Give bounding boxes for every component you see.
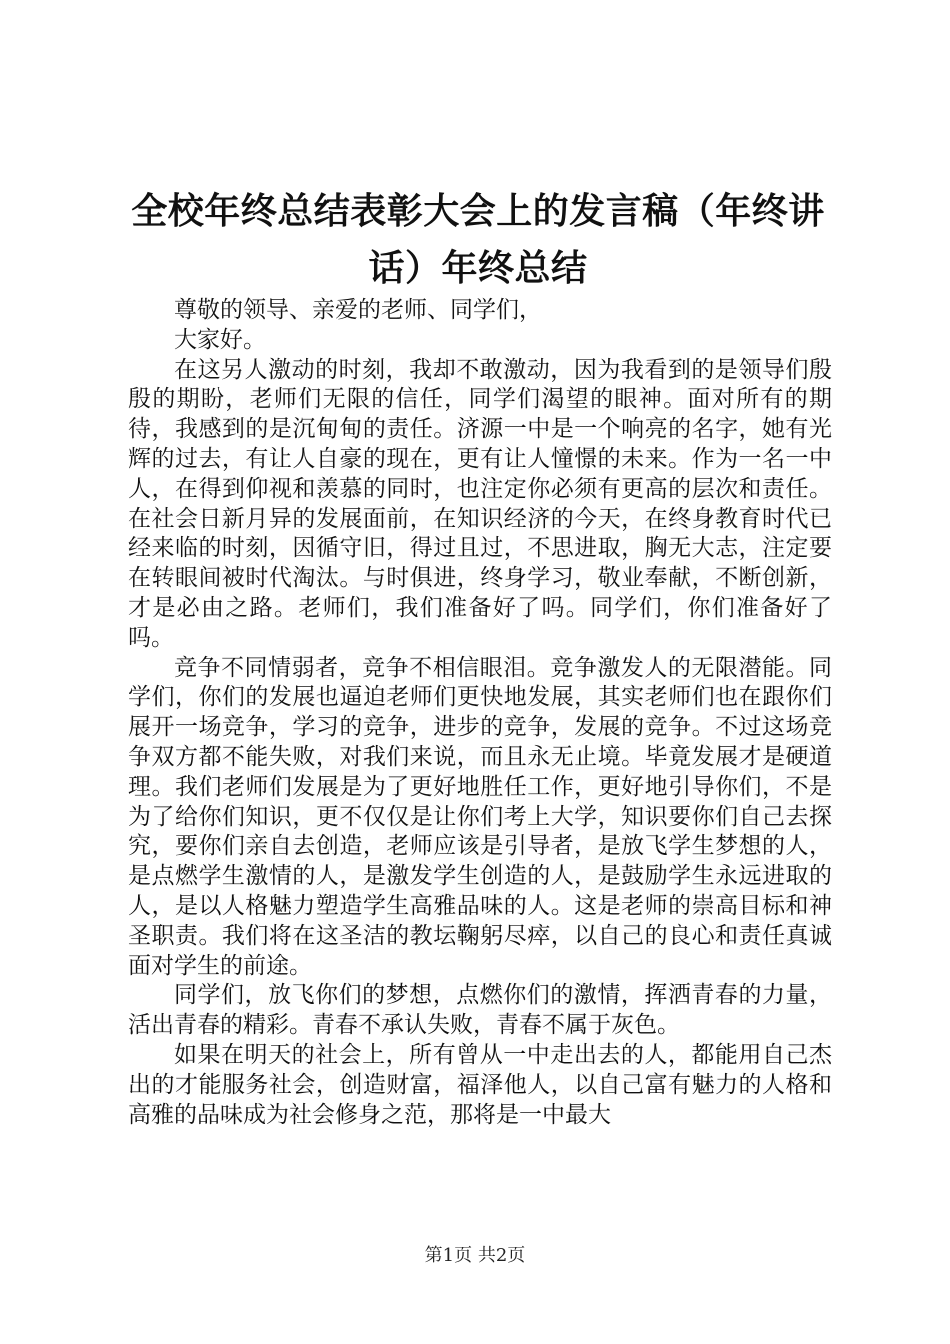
page-number-footer: 第1页 共2页 bbox=[424, 1245, 526, 1266]
body-paragraph: 同学们，放飞你们的梦想，点燃你们的激情，挥洒青春的力量，活出青春的精彩。青春不承认失败，青春不属于灰色。 bbox=[128, 982, 832, 1039]
greeting-paragraph: 大家好。 bbox=[174, 326, 266, 353]
document-body bbox=[128, 296, 832, 1130]
body-paragraph: 在这另人激动的时刻，我却不敢激动，因为我看到的是领导们殷殷的期盼，老师们无限的信任，同学们渴望的眼神。面对所有的期待，我感到的是沉甸甸的责任。济源一中是一个响亮的名字，她有光辉的过去，有让人自豪的现在，更有让人憧憬的未来。作为一名一中人，在得到仰视和羡慕的同时，也注定你必须有更高的层次和责任。在社会日新月异的发展面前，在知识经济的今天，在终身教育时代已经来临的时刻，因循守旧，得过且过，不思进取，胸无大志，注定要在转眼间被时代淘汰。与时俱进，终身学习，敬业奉献，不断创新，才是必由之路。老师们，我们准备好了吗。同学们，你们准备好了吗。 bbox=[128, 356, 832, 651]
document-title: 全校年终总结表彰大会上的发言稿（年终讲话）年终总结 bbox=[131, 191, 825, 289]
body-paragraph: 如果在明天的社会上，所有曾从一中走出去的人，都能用自己杰出的才能服务社会，创造财富，福泽他人，以自己富有魅力的人格和高雅的品味成为社会修身之范，那将是一中最大 bbox=[128, 1041, 832, 1128]
body-paragraph: 竞争不同情弱者，竞争不相信眼泪。竞争激发人的无限潜能。同学们，你们的发展也逼迫老师们更快地发展，其实老师们也在跟你们展开一场竞争，学习的竞争，进步的竞争，发展的竞争。不过这场竞争双方都不能失败，对我们来说，而且永无止境。毕竟发展才是硬道理。我们老师们发展是为了更好地胜任工作，更好地引导你们，不是为了给你们知识，更不仅仅是让你们考上大学，知识要你们自己去探究，要你们亲自去创造，老师应该是引导者，是放飞学生梦想的人，是点燃学生激情的人，是激发学生创造的人，是鼓励学生永远进取的人，是以人格魅力塑造学生高雅品味的人。这是老师的崇高目标和神圣职责。我们将在这圣洁的教坛鞠躬尽瘁，以自己的良心和责任真诚面对学生的前途。 bbox=[128, 654, 832, 979]
salutation-paragraph: 尊敬的领导、亲爱的老师、同学们， bbox=[174, 297, 542, 323]
